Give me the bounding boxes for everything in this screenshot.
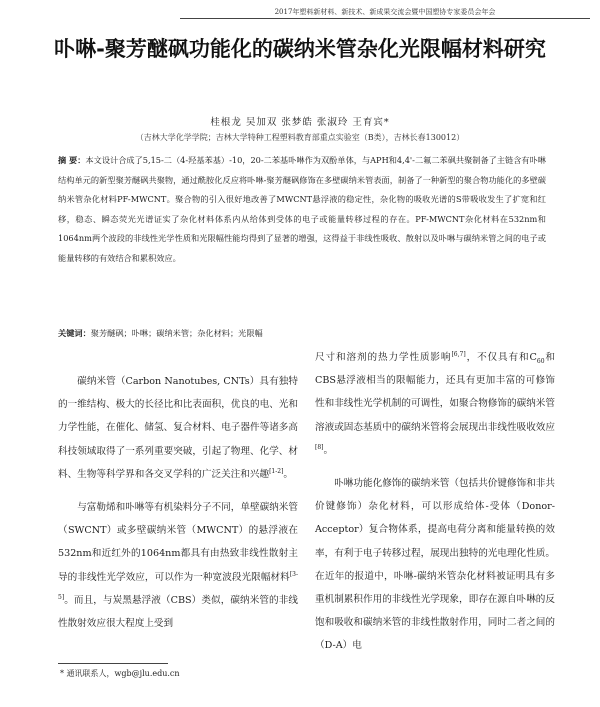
keywords-text: 聚芳醚砜；卟啉；碳纳米管；杂化材料；光限幅 — [90, 328, 263, 338]
paragraph-text: 。 — [323, 444, 334, 456]
citation: [1-2] — [269, 467, 284, 475]
paper-title: 卟啉-聚芳醚砜功能化的碳纳米管杂化光限幅材料研究 — [54, 37, 546, 61]
paragraph-text: 。 — [283, 468, 293, 480]
abstract — [58, 151, 546, 327]
author-list: 桂根龙 吴加双 张梦皓 张淑玲 王育宾* — [210, 117, 390, 128]
paragraph-text: 。而且，与炭黑悬浮液（CBS）类似，碳纳米管的非线性散射效应很大程度上受到 — [58, 594, 298, 630]
citation: [6,7] — [451, 350, 466, 358]
keywords — [58, 328, 546, 339]
paragraph-text: 碳纳米管（Carbon Nanotubes, CNTs）具有独特的一维结构、极大的长径比和比表面积，优良的电、光和力学性能，在催化、储氢、复合材料、电子器件等诸多高科技领域取得了一系列重要突破，引起了物理、化学、材料、生物等科学界和各交叉学科的广泛关注和兴趣 — [58, 376, 298, 480]
paragraph-text: 卟啉功能化修饰的碳纳米管（包括共价键修饰和非共价键修饰）杂化材料，可以形成给体-受体（Donor-Acceptor）复合物体系，提高电荷分离和能量转换的效率，有利于电子转移过程，展现出独特的光电理化性质。在近年的报道中，卟啉-碳纳米管杂化材料被证明具有多重机制累积作用的非线性光学现象，即存在源自卟啉的反饱和吸收和碳纳米管的非线性散射作用，同时二者之间的（D-A）电 — [315, 478, 555, 652]
citation: [8] — [315, 443, 324, 451]
paragraph-text: 与富勒烯和卟啉等有机染料分子不同，单壁碳纳米管（SWCNT）或多壁碳纳米管（MWCNT）的悬浮液在532nm和近红外的1064nm都具有由热致非线性散射主导的非线性光学效应，可以作为一种宽波段光限幅材料 — [58, 502, 298, 583]
paragraph — [58, 370, 298, 486]
running-header: 2017年塑料新材料、新技术、新成果交流会暨中国塑协专家委员会年会 — [180, 6, 590, 19]
paragraph-text: 和CBS悬浮液相当的限幅能力，还具有更加丰富的可修饰性和非线性光学机制的可调性，如聚合物修饰的碳纳米管溶液或固态基质中的碳纳米管将会展现出非线性吸收效应 — [315, 352, 556, 433]
abstract-text: 本文设计合成了5,15-二（4-羟基苯基）-10，20-二苯基卟啉作为双酚单体，与APH和4,4'-二氟二苯砜共聚制备了主链含有卟啉结构单元的新型聚芳醚砜共聚物，通过酰胺化反应将卟啉-聚芳醚砜修饰在多壁碳纳米管表面，制备了一种新型的聚合物功能化的多壁碳纳米管杂化材料PF-MWCNT。聚合物的引入很好地改善了MWCNT悬浮液的稳定性，杂化物的吸收光谱的S带吸收发生了扩宽和红移，稳态、瞬态荧光光谱证实了杂化材料体系内从给体到受体的电子或能量转移过程的存在。PF-MWCNT杂化材料在532nm和1064nm两个波段的非线性光学性质和光限幅性能均得到了显著的增强，这得益于非线性吸收、散射以及卟啉与碳纳米管之间的电子或能量转移的有效结合和累积效应。 — [58, 155, 546, 263]
body-left-column — [58, 370, 298, 630]
paragraph — [315, 472, 555, 658]
paragraph — [315, 346, 555, 462]
citation: [3-5] — [58, 570, 298, 601]
abstract-label: 摘 要： — [58, 155, 86, 165]
body-right-column — [315, 346, 556, 652]
footnote: * 通讯联系人，wgb@jlu.edu.cn — [60, 669, 180, 678]
paragraph-text: ，不仅具有和C — [465, 352, 537, 363]
footnote-rule — [58, 663, 168, 664]
subscript: 60 — [536, 357, 545, 365]
keywords-label: 关键词： — [58, 328, 91, 338]
affiliation: （吉林大学化学学院；吉林大学特种工程塑料教育部重点实验室（B类），吉林长春130012） — [135, 133, 465, 142]
paragraph — [58, 496, 298, 635]
paragraph-text: 尺寸和溶剂的热力学性质影响 — [315, 352, 452, 363]
